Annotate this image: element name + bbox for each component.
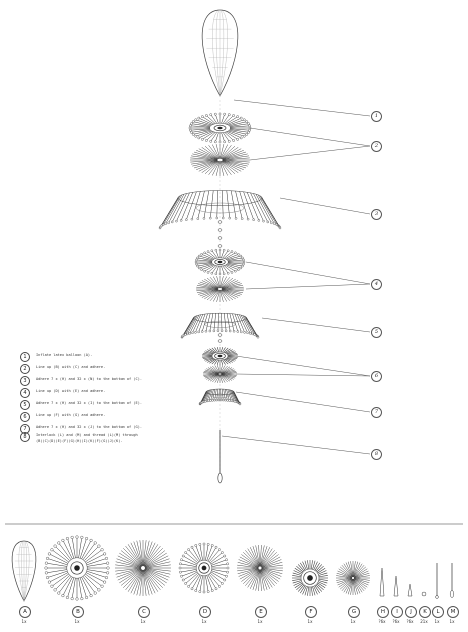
step-text: Inflate latex balloon (A). [36, 353, 93, 357]
step-number: 7 [20, 424, 30, 434]
part-quantity: ?6x [406, 619, 414, 624]
instruction-step [20, 400, 260, 412]
step-number: 3 [20, 376, 30, 386]
part-label: J [405, 606, 417, 618]
instruction-step [20, 376, 260, 388]
toggle-part-m [218, 473, 222, 483]
disc-part-b [189, 113, 251, 143]
part-quantity: 1x [21, 619, 27, 624]
part-label: D [199, 606, 211, 618]
part-quantity: 1x [307, 619, 313, 624]
step-number: 2 [20, 364, 30, 374]
instruction-step [20, 388, 260, 400]
part-d-beaded-disc [179, 543, 229, 593]
part-e-spoke-disc [237, 545, 283, 591]
step-text: Line up (B) with (C) and adhere. [36, 365, 106, 369]
part-quantity: 1x [140, 619, 146, 624]
step-callout: 7 [371, 407, 382, 418]
part-i-spike [394, 576, 398, 596]
step-callout: 6 [371, 371, 382, 382]
step-text: Adhere 7 x (H) and 32 x (J) to the bottom of (G). [36, 425, 143, 429]
part-label: A [19, 606, 31, 618]
step-number: 5 [20, 400, 30, 410]
part-quantity: 1x [74, 619, 80, 624]
part-label: G [348, 606, 360, 618]
part-label: K [419, 606, 431, 618]
step-text: Line up (D) with (E) and adhere. [36, 389, 106, 393]
part-label: C [138, 606, 150, 618]
part-a-balloon [12, 541, 36, 601]
step-callout: 4 [371, 279, 382, 290]
part-f-hub-disc [292, 560, 328, 596]
part-label: B [72, 606, 84, 618]
part-quantity: 21x [420, 619, 428, 624]
step-callout: 2 [371, 141, 382, 152]
part-quantity: 1x [201, 619, 207, 624]
step-callout: 8 [371, 449, 382, 460]
part-label: L [432, 606, 444, 618]
balloon-part-a [202, 10, 238, 96]
part-label: M [447, 606, 459, 618]
part-quantity: ?6x [392, 619, 400, 624]
step-text: Adhere 7 x (H) and 32 x (N) to the bottom of (C). [36, 377, 143, 381]
part-label: H [377, 606, 389, 618]
step-number: 8 [20, 432, 30, 442]
instruction-step [20, 352, 260, 364]
part-b-beaded-disc [45, 536, 110, 601]
part-quantity: 1x [257, 619, 263, 624]
part-label: E [255, 606, 267, 618]
step-text: Line up (F) with (G) and adhere. [36, 413, 106, 417]
instruction-step [20, 412, 260, 424]
part-label: F [305, 606, 317, 618]
step-number: 4 [20, 388, 30, 398]
step-text-continued: (B)(C)(D)(E)(F)(G)(H)(I)(K)(F)(G)(J)(K). [36, 439, 123, 443]
part-c-spoke-disc [115, 540, 171, 596]
disc-part-d [195, 249, 245, 275]
step-callout: 5 [371, 327, 382, 338]
step-callout: 1 [371, 111, 382, 122]
instruction-step [20, 432, 260, 444]
step-text: Interlock (L) and (M) and thread (L)(M) through [36, 433, 138, 437]
part-quantity: 1x [449, 619, 455, 624]
parts-list [12, 536, 454, 601]
part-quantity: 1x [434, 619, 440, 624]
part-h-long-spike [380, 568, 384, 596]
part-j-short-spike [408, 584, 412, 596]
part-k-bead [422, 592, 426, 596]
part-label: I [391, 606, 403, 618]
step-number: 1 [20, 352, 30, 362]
part-quantity: 1x [350, 619, 356, 624]
instruction-step [20, 364, 260, 376]
part-g-spoke-disc [336, 561, 370, 595]
step-callout: 3 [371, 209, 382, 220]
part-quantity: ?6x [378, 619, 386, 624]
step-text: Adhere 7 x (H) and 32 x (I) to the bottom of (E). [36, 401, 143, 405]
step-number: 6 [20, 412, 30, 422]
